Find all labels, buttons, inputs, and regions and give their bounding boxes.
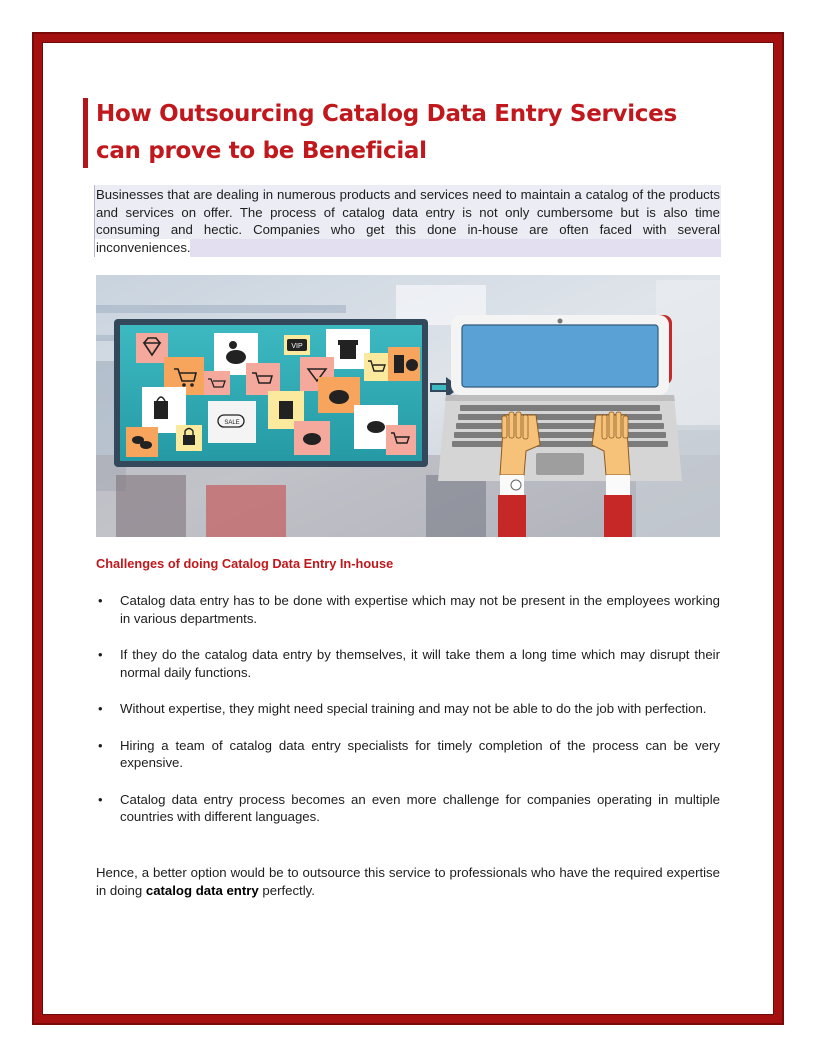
bullet-icon: • bbox=[98, 737, 103, 753]
vip-tag-icon bbox=[284, 335, 310, 355]
closing-paragraph bbox=[96, 864, 720, 899]
list-item bbox=[96, 592, 720, 627]
bullet-icon: • bbox=[98, 647, 103, 662]
shopping-cart-icon-4 bbox=[204, 371, 230, 395]
piggy-bank-icon-3 bbox=[294, 421, 330, 455]
intro-paragraph: Businesses that are dealing in numerous products and services need to maintain a catalog of the products and services on offer. The process of catalog data entry is not only cumbersome but is also time consuming and hectic. Companies who get this done in-house are often faced with several inconveniences. bbox=[96, 187, 720, 256]
bullet-icon: • bbox=[98, 701, 103, 716]
chat-bubbles-icon bbox=[126, 427, 158, 457]
shopping-cart-icon-3 bbox=[364, 353, 390, 381]
sale-tag-icon bbox=[208, 401, 256, 443]
challenges-list bbox=[96, 592, 720, 845]
list-item-text: If they do the catalog data entry by themselves, it will take them a long time which may disrupt their normal daily functions. bbox=[120, 647, 720, 680]
closing-text: Hence, a better option would be to outsource this service to professionals who have the required expertise in doing bbox=[96, 865, 720, 898]
list-item bbox=[96, 791, 720, 826]
laptop-icon bbox=[438, 315, 682, 481]
list-item-text: Catalog data entry has to be done with expertise which may not be present in the employees working in various departments. bbox=[120, 593, 720, 626]
closing-bold-term: catalog data entry bbox=[145, 882, 259, 898]
closing-text-end: perfectly. bbox=[258, 882, 315, 898]
svg-text:SALE: SALE bbox=[224, 420, 240, 426]
list-item bbox=[96, 700, 720, 718]
bullet-icon: • bbox=[98, 791, 103, 807]
list-item bbox=[96, 646, 720, 681]
catalog-illustration bbox=[96, 275, 720, 537]
list-item bbox=[96, 737, 720, 772]
piggy-bank-icon-2 bbox=[318, 377, 360, 413]
lock-icon bbox=[176, 425, 202, 451]
diamond-icon bbox=[136, 333, 168, 363]
shopping-cart-icon-5 bbox=[386, 425, 416, 455]
section-heading: Challenges of doing Catalog Data Entry In-house bbox=[96, 556, 394, 571]
list-item-text: Catalog data entry process becomes an even more challenge for companies operating in multiple countries with different languages. bbox=[120, 791, 720, 824]
list-item-text: Without expertise, they might need special training and may not be able to do the job with perfection. bbox=[120, 701, 707, 716]
bullet-icon: • bbox=[98, 593, 103, 608]
intro-left-rule bbox=[94, 185, 95, 257]
title-accent-bar bbox=[83, 98, 88, 168]
shopping-cart-icon-2 bbox=[246, 363, 280, 395]
svg-text:VIP: VIP bbox=[291, 343, 303, 350]
list-item-text: Hiring a team of catalog data entry specialists for timely completion of the process can be very expensive. bbox=[120, 737, 720, 770]
coins-icon bbox=[388, 347, 420, 381]
page-title: How Outsourcing Catalog Data Entry Services can prove to be Beneficial bbox=[96, 101, 677, 164]
